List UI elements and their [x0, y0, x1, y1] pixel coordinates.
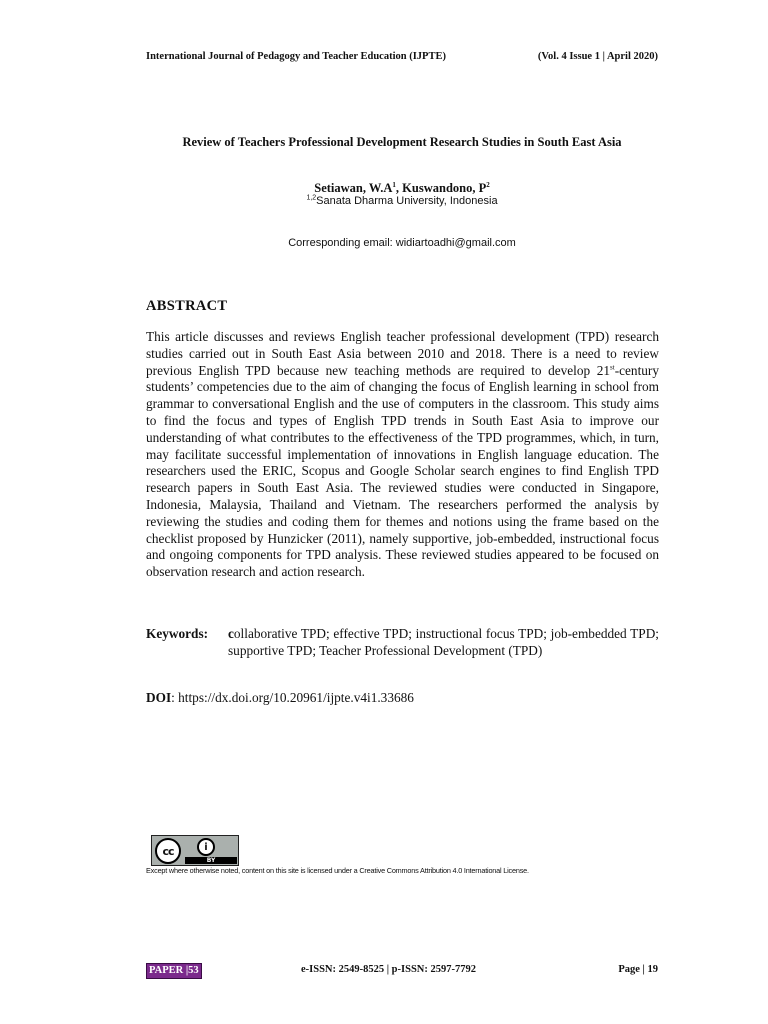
author-1: Setiawan, W.A	[314, 181, 393, 195]
keywords-label: Keywords:	[146, 626, 209, 641]
keywords-first-letter: c	[228, 626, 234, 641]
keywords-text	[228, 626, 659, 660]
license-notice: Except where otherwise noted, content on this site is licensed under a Creative Commons Attribution 4.0 International License.	[146, 866, 529, 875]
corresponding-email: Corresponding email: widiartoadhi@gmail.com	[288, 237, 516, 249]
keywords-rest: ollaborative TPD; effective TPD; instructional focus TPD; job-embedded TPD; supportive TPD; Teacher Professional Development (TPD)	[228, 626, 659, 658]
abstract-heading: ABSTRACT	[146, 298, 228, 314]
affiliation-text: Sanata Dharma University, Indonesia	[316, 195, 498, 207]
cc-by-license-badge[interactable]	[151, 835, 239, 866]
attribution-person-icon: i	[197, 838, 215, 856]
doi-line	[146, 690, 414, 706]
journal-name: International Journal of Pedagogy and Teacher Education (IJPTE)	[146, 51, 446, 62]
page-number: Page | 19	[618, 964, 658, 975]
page-footer	[146, 963, 658, 979]
creative-commons-icon: cc	[155, 838, 181, 864]
paper-number-tag: PAPER |53	[146, 963, 202, 979]
cc-by-label: BY	[185, 857, 237, 864]
issue-info: (Vol. 4 Issue 1 | April 2020)	[537, 51, 658, 62]
author-2-affil-mark: 2	[486, 180, 490, 189]
paper-title: Review of Teachers Professional Development Research Studies in South East Asia	[182, 135, 622, 149]
abstract-text-1: This article discusses and reviews English teacher professional development (TPD) research studies carried out in South East Asia between 2010 and 2018. There is a need to review previous English TPD because new teaching methods are required to develop 21	[146, 329, 659, 378]
running-header	[146, 51, 658, 62]
affiliation-mark: 1,2	[306, 194, 317, 202]
author-2: Kuswandono, P	[402, 181, 487, 195]
author-separator: ,	[395, 181, 403, 195]
authors	[100, 181, 704, 196]
issn-info: e-ISSN: 2549-8525 | p-ISSN: 2597-7792	[301, 964, 476, 975]
abstract-superscript: st	[610, 363, 615, 372]
affiliation	[100, 195, 704, 207]
abstract-body	[146, 329, 659, 581]
author-1-affil-mark: 1	[392, 180, 396, 189]
doi-label: DOI	[146, 690, 172, 705]
abstract-text-2: -century students’ competencies due to the aim of changing the focus of English learning in school from grammar to conversational English and the use of computers in the classroom. This study aims to find the focus and types of English TPD trends in South East Asia to improve our understanding of what contributes to the effectiveness of the TPD programmes, which, in turn, may facilitate successful implementation of innovations in English language education. The researchers used the ERIC, Scopus and Google Scholar search engines to find English TPD research papers in South East Asia. The reviewed studies were conducted in Singapore, Indonesia, Malaysia, Thailand and Vietnam. The researchers performed the analysis by reviewing the studies and coding them for themes and notions using the frame based on the checklist proposed by Hunzicker (2011), namely supportive, job-embedded, instructional focus and ongoing components for TPD analysis. These reviewed studies appeared to be focused on observation research and action research.	[146, 362, 659, 580]
keywords-section	[146, 626, 659, 660]
doi-link[interactable]: : https://dx.doi.org/10.20961/ijpte.v4i1.33686	[171, 690, 414, 705]
